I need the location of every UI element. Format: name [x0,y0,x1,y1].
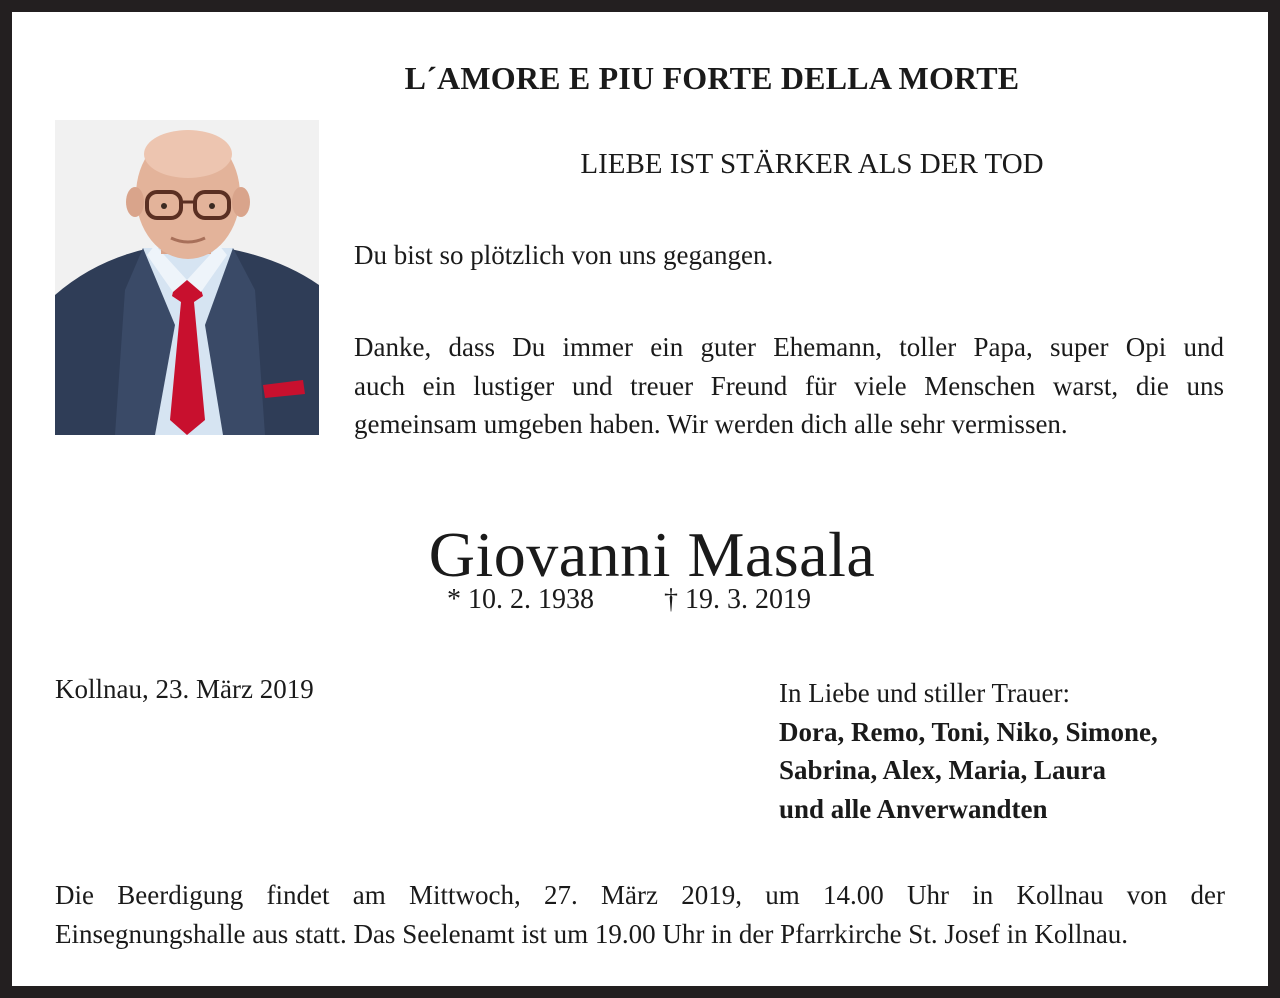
place-and-date: Kollnau, 23. März 2019 [55,674,314,704]
life-dates [447,584,811,616]
italian-heading: L´AMORE E PIU FORTE DELLA MORTE [404,60,1020,96]
mourners-names-line: Sabrina, Alex, Maria, Laura [779,755,1107,785]
death-date: † 19. 3. 2019 [664,584,811,615]
tribute-line: auch ein lustiger und treuer Freund für viele Menschen warst, die uns [354,370,1224,401]
funeral-line: Einsegnungshalle aus statt. Das Seelenamt ist um 19.00 Uhr in der Pfarrkirche St. Josef in Kollnau. [55,919,1129,949]
mourners-names-line: Dora, Remo, Toni, Niko, Simone, [779,716,1158,747]
funeral-line: Die Beerdigung findet am Mittwoch, 27. März 2019, um 14.00 Uhr in Kollnau von der [55,880,1225,910]
portrait-illustration [55,120,319,435]
mourners-names-line: und alle Anverwandten [779,793,1048,824]
intro-line: Du bist so plötzlich von uns gegangen. [354,240,774,270]
portrait-photo [55,120,319,435]
tribute-line: gemeinsam umgeben haben. Wir werden dich alle sehr vermissen. [354,409,1068,439]
mourners-block [779,674,1158,828]
tribute-line: Danke, dass Du immer ein guter Ehemann, toller Papa, super Opi und [354,332,1224,362]
tribute-paragraph [354,328,1224,444]
deceased-name: Giovanni Masala [428,519,876,590]
german-heading: LIEBE IST STÄRKER ALS DER TOD [580,148,1044,180]
mourners-intro: In Liebe und stiller Trauer: [779,678,1070,708]
birth-date: * 10. 2. 1938 [447,584,594,615]
funeral-details [55,876,1225,954]
